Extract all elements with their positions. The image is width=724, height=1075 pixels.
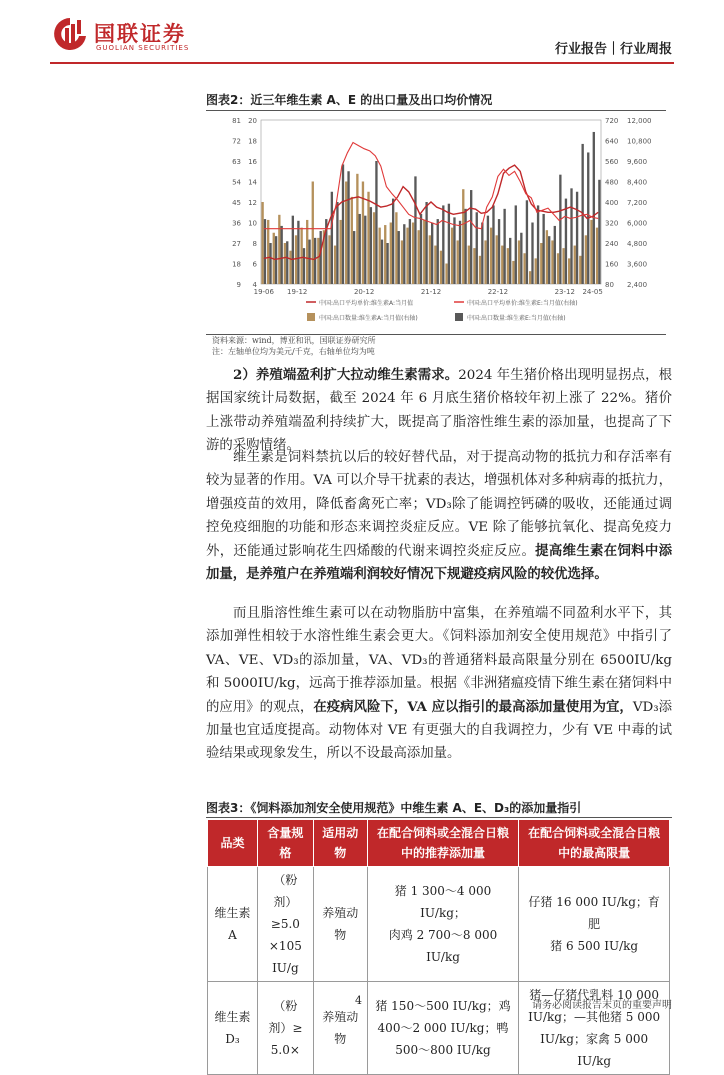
bar-ve-export-qty xyxy=(347,171,349,284)
x-tick-label: 20-12 xyxy=(353,288,375,296)
bar-ve-export-qty xyxy=(353,231,355,284)
bar-ve-export-qty xyxy=(431,223,433,285)
table-cell: （粉 剂）≥ 5.0× xyxy=(257,982,313,1075)
paragraph-vitamin-role-emph: 提高维生素在饲料中添加量，是养殖户在养殖端利润较好情况下规避疫病风险的较优选择。 xyxy=(206,542,673,583)
figure2-top-rule xyxy=(206,110,666,111)
y-right-tick-label: 12,000 xyxy=(627,117,652,125)
y-right-tick-label: 240 xyxy=(605,240,619,248)
bar-ve-export-qty xyxy=(286,241,288,284)
paragraph-dosage xyxy=(206,602,672,766)
y-left-tick-label: 27 xyxy=(232,240,241,248)
y-left-tick-label: 72 xyxy=(232,137,241,146)
paragraph-demand xyxy=(206,364,672,458)
table-cell: 猪 150～500 IU/kg；鸡 400～2 000 IU/kg；鸭 500～800 IU/kg xyxy=(367,982,519,1075)
y-left-tick-label: 81 xyxy=(232,117,241,125)
bar-va-export-qty xyxy=(445,264,447,285)
bar-va-export-qty xyxy=(484,240,486,284)
bar-ve-export-qty xyxy=(459,221,461,284)
y-left-tick-label: 18 xyxy=(248,137,257,146)
bar-va-export-qty xyxy=(523,253,525,284)
y-left-tick-label: 8 xyxy=(252,240,257,248)
legend-label: 中国:出口数量:维生素A:当月值(右轴) xyxy=(319,315,418,322)
bar-ve-export-qty xyxy=(548,236,550,284)
company-logo xyxy=(50,14,250,56)
y-right-tick-label: 640 xyxy=(605,137,619,146)
paragraph-vitamin-role-body: 维生素是饲料禁抗以后的较好替代品，对于提高动物的抵抗力和存活率有较为显著的作用。VA 可以介导干扰素的表达，增强机体对多种病毒的抵抗力，增强疫苗的效用，降低畜禽死亡率；VD₃除了能调控钙磷的吸收，还能通过调控免疫细胞的功能和形态来调控炎症反应。VE 除了能够抗氧化、提高免疫力外，还能通过影响花生四烯酸的代谢来调控炎症反应。 xyxy=(206,450,672,559)
bar-va-export-qty xyxy=(562,248,564,284)
table-cell: 养殖动 物 xyxy=(313,867,367,982)
bar-va-export-qty xyxy=(501,246,503,284)
table-header-row xyxy=(208,820,670,867)
bar-ve-export-qty xyxy=(342,164,344,284)
bar-va-export-qty xyxy=(457,240,459,284)
bar-ve-export-qty xyxy=(503,209,505,284)
table-header-cell: 品类 xyxy=(208,820,258,867)
bar-va-export-qty xyxy=(317,238,319,284)
bar-va-export-qty xyxy=(412,223,414,285)
table-cell: 维生素 D₃ xyxy=(208,982,258,1075)
bar-ve-export-qty xyxy=(414,176,416,284)
paragraph-demand-lead: 2）养殖端盈利扩大拉动维生素需求。 xyxy=(233,367,459,383)
bar-va-export-qty xyxy=(579,256,581,284)
y-left-tick-label: 6 xyxy=(252,260,257,269)
y-right-tick-label: 10,800 xyxy=(627,137,652,146)
legend-label: 中国:出口平均单价:维生素A:当月值 xyxy=(319,300,414,307)
y-left-tick-label: 10 xyxy=(248,219,257,228)
bar-ve-export-qty xyxy=(381,240,383,284)
y-left-tick-label: 14 xyxy=(248,178,257,187)
figure2-title: 图表2：近三年维生素 A、E 的出口量及出口均价情况 xyxy=(206,93,493,107)
bar-ve-export-qty xyxy=(420,214,422,284)
bar-va-export-qty xyxy=(440,251,442,284)
bar-ve-export-qty xyxy=(531,223,533,285)
bar-ve-export-qty xyxy=(392,199,394,284)
y-left-tick-label: 36 xyxy=(232,219,241,228)
bar-ve-export-qty xyxy=(498,219,500,284)
bar-va-export-qty xyxy=(590,220,592,284)
bar-ve-export-qty xyxy=(297,221,299,284)
bar-va-export-qty xyxy=(574,246,576,284)
bar-ve-export-qty xyxy=(464,209,466,284)
bar-va-export-qty xyxy=(278,215,280,284)
bar-ve-export-qty xyxy=(565,199,567,284)
bar-ve-export-qty xyxy=(386,243,388,284)
bar-va-export-qty xyxy=(529,271,531,284)
bar-va-export-qty xyxy=(540,243,542,284)
bar-va-export-qty xyxy=(418,230,420,284)
bar-ve-export-qty xyxy=(487,216,489,284)
bar-va-export-qty xyxy=(546,230,548,284)
bar-va-export-qty xyxy=(362,182,364,285)
bar-va-export-qty xyxy=(462,189,464,284)
bar-va-export-qty xyxy=(585,235,587,284)
table-header-cell: 适用动物 xyxy=(313,820,367,867)
bar-va-export-qty xyxy=(568,258,570,284)
bar-va-export-qty xyxy=(384,225,386,284)
bar-ve-export-qty xyxy=(509,238,511,284)
bar-va-export-qty xyxy=(551,240,553,284)
y-right-tick-label: 9,600 xyxy=(627,158,648,166)
bar-va-export-qty xyxy=(295,235,297,284)
x-tick-label: 19-06 xyxy=(253,288,274,296)
header-divider xyxy=(50,62,674,64)
bar-ve-export-qty xyxy=(526,200,528,284)
y-right-tick-label: 160 xyxy=(605,260,619,269)
y-right-tick-label: 400 xyxy=(605,199,619,207)
table3-top-rule xyxy=(206,817,672,818)
table-cell: 养殖动 物 xyxy=(313,982,367,1075)
legend-label: 中国:出口平均单价:维生素E:当月值(右轴) xyxy=(467,300,578,307)
brand-name-en: GUOLIAN SECURITIES xyxy=(96,44,190,52)
y-right-tick-label: 4,800 xyxy=(627,240,648,248)
bar-va-export-qty xyxy=(395,212,397,284)
bar-va-export-qty xyxy=(312,182,314,285)
table-cell: 猪 1 300～4 000 IU/kg； 肉鸡 2 700～8 000 IU/kg xyxy=(367,867,519,982)
legend-label: 中国:出口数量:维生素E:当月值(右轴) xyxy=(467,315,566,322)
bar-ve-export-qty xyxy=(598,180,600,284)
bar-ve-export-qty xyxy=(425,202,427,284)
bar-ve-export-qty xyxy=(442,205,444,284)
y-left-tick-label: 45 xyxy=(232,199,241,207)
bar-va-export-qty xyxy=(339,220,341,284)
bar-va-export-qty xyxy=(261,202,263,284)
x-tick-label: 22-12 xyxy=(487,288,509,296)
y-right-tick-label: 720 xyxy=(605,117,619,125)
bar-ve-export-qty xyxy=(331,192,333,284)
bar-ve-export-qty xyxy=(403,224,405,284)
bar-va-export-qty xyxy=(473,248,475,284)
bar-va-export-qty xyxy=(334,246,336,284)
bar-va-export-qty xyxy=(535,258,537,284)
bar-va-export-qty xyxy=(434,246,436,284)
paragraph-dosage-part1: 而且脂溶性维生素可以在动物脂肪中富集，在养殖端不同盈利水平下，其添加弹性相较于水溶性维生素会更大。《饲料添加剂安全使用规范》中指引了 VA、VE、VD₃的添加量，VA、VD₃的普通猪料最高限量分别在 6500IU/kg 和 5000IU/kg，远高于推荐添加量。根据《非洲猪瘟疫情下维生素在猪饲料中的应用》的观点， xyxy=(206,606,672,715)
bar-va-export-qty xyxy=(490,228,492,284)
y-right-tick-label: 560 xyxy=(605,158,619,166)
bar-va-export-qty xyxy=(328,235,330,284)
bar-ve-export-qty xyxy=(515,205,517,284)
bar-va-export-qty xyxy=(300,228,302,284)
bar-ve-export-qty xyxy=(542,214,544,284)
y-left-tick-label: 18 xyxy=(232,260,241,269)
vitamin-dosage-table xyxy=(207,819,670,1075)
bar-va-export-qty xyxy=(406,228,408,284)
footer-disclaimer: 请务必阅读报告末页的重要声明 xyxy=(532,1000,672,1011)
bar-ve-export-qty xyxy=(537,205,539,284)
bar-va-export-qty xyxy=(378,228,380,284)
y-right-tick-label: 8,400 xyxy=(627,178,648,187)
table-cell: 仔猪 16 000 IU/kg；育肥 猪 6 500 IU/kg xyxy=(519,867,670,982)
y-right-tick-label: 2,400 xyxy=(627,281,648,289)
bar-ve-export-qty xyxy=(320,231,322,284)
bar-ve-export-qty xyxy=(559,175,561,284)
bar-va-export-qty xyxy=(423,220,425,284)
bar-ve-export-qty xyxy=(269,243,271,284)
bar-ve-export-qty xyxy=(520,233,522,284)
bar-ve-export-qty xyxy=(448,204,450,284)
bar-ve-export-qty xyxy=(359,214,361,284)
table-header-cell: 在配合饲料或全混合日粮中的推荐添加量 xyxy=(367,820,519,867)
bar-ve-export-qty xyxy=(593,132,595,284)
bar-ve-export-qty xyxy=(409,219,411,284)
bar-ve-export-qty xyxy=(570,188,572,284)
y-left-tick-label: 12 xyxy=(248,199,257,207)
y-left-tick-label: 4 xyxy=(252,281,257,289)
y-left-tick-label: 63 xyxy=(232,158,241,166)
y-left-tick-label: 54 xyxy=(232,178,241,187)
bar-ve-export-qty xyxy=(292,216,294,284)
bar-va-export-qty xyxy=(451,228,453,284)
bar-ve-export-qty xyxy=(375,161,377,284)
table-header-cell: 在配合饲料或全混合日粮中的最高限量 xyxy=(519,820,670,867)
bar-va-export-qty xyxy=(496,235,498,284)
bar-va-export-qty xyxy=(367,192,369,284)
y-left-tick-label: 9 xyxy=(236,281,241,289)
y-right-tick-label: 80 xyxy=(605,281,614,289)
bar-ve-export-qty xyxy=(398,231,400,284)
x-tick-label: 24-05 xyxy=(582,288,603,296)
table-cell: 猪—仔猪代乳料 10 000 IU/kg；—其他猪 5 000 IU/kg；家禽 5 000 IU/kg xyxy=(519,982,670,1075)
bar-va-export-qty xyxy=(284,243,286,284)
bar-va-export-qty xyxy=(479,256,481,284)
figure2-source: 资料来源：wind，博亚和讯，国联证券研究所 xyxy=(212,336,376,345)
bar-va-export-qty xyxy=(356,174,358,284)
bar-ve-export-qty xyxy=(470,190,472,284)
x-tick-label: 19-12 xyxy=(287,288,308,296)
bar-va-export-qty xyxy=(557,253,559,284)
bar-va-export-qty xyxy=(507,248,509,284)
export-chart xyxy=(206,112,666,334)
bar-va-export-qty xyxy=(518,240,520,284)
bar-ve-export-qty xyxy=(370,207,372,284)
report-type: 行业报告｜行业周报 xyxy=(554,42,672,57)
bar-va-export-qty xyxy=(468,246,470,284)
bar-ve-export-qty xyxy=(453,217,455,284)
paragraph-dosage-emph: 在疫病风险下，VA 应以指引的最高添加量使用为宜， xyxy=(313,698,633,715)
bar-va-export-qty xyxy=(306,220,308,284)
bar-ve-export-qty xyxy=(476,212,478,284)
bar-va-export-qty xyxy=(345,182,347,285)
bar-ve-export-qty xyxy=(437,219,439,284)
table-header-cell: 含量规格 xyxy=(257,820,313,867)
bar-va-export-qty xyxy=(429,235,431,284)
paragraph-dosage-part2: VD₃添加量也宜适度提高。动物体对 VE 有更强大的自我调控力，少有 VE 中毒的试验结果或现象发生，所以不设最高添加量。 xyxy=(206,699,672,762)
bar-ve-export-qty xyxy=(336,202,338,284)
bar-va-export-qty xyxy=(512,261,514,284)
paragraph-vitamin-role xyxy=(206,446,672,586)
bar-ve-export-qty xyxy=(364,216,366,284)
x-tick-label: 23-12 xyxy=(554,288,575,296)
y-right-tick-label: 320 xyxy=(605,219,619,228)
legend-swatch xyxy=(307,313,315,321)
bar-ve-export-qty xyxy=(481,223,483,285)
y-right-tick-label: 480 xyxy=(605,178,619,187)
table-row xyxy=(208,867,670,982)
bar-va-export-qty xyxy=(351,197,353,284)
bar-va-export-qty xyxy=(289,251,291,284)
bar-ve-export-qty xyxy=(308,240,310,284)
brand-name-cn: 国联证券 xyxy=(94,22,186,46)
bar-ve-export-qty xyxy=(576,192,578,284)
table3-title: 图表3：《饲料添加剂安全使用规范》中维生素 A、E、D₃的添加量指引 xyxy=(206,801,582,815)
figure2-note: 注：左轴单位均为美元/千克，右轴单位均为吨 xyxy=(212,347,375,356)
bar-ve-export-qty xyxy=(275,236,277,284)
bar-va-export-qty xyxy=(596,228,598,284)
bar-ve-export-qty xyxy=(554,226,556,284)
table-cell: 维生素 A xyxy=(208,867,258,982)
table-cell: （粉剂） ≥5.0 ×105 IU/g xyxy=(257,867,313,982)
bar-ve-export-qty xyxy=(492,205,494,284)
bar-va-export-qty xyxy=(267,220,269,284)
y-right-tick-label: 3,600 xyxy=(627,260,648,269)
bar-ve-export-qty xyxy=(303,248,305,284)
y-right-tick-label: 6,000 xyxy=(627,219,648,228)
bar-va-export-qty xyxy=(390,223,392,285)
page-number: 4 xyxy=(355,994,362,1007)
bar-va-export-qty xyxy=(373,212,375,284)
bar-va-export-qty xyxy=(401,240,403,284)
y-left-tick-label: 16 xyxy=(248,158,257,166)
paragraph-demand-body: 2024 年生猪价格出现明显拐点，根据国家统计局数据，截至 2024 年 6 月底生猪价格较年初上涨了 22%。猪价上涨带动养殖端盈利持续扩大，既提高了脂溶性维生素的添加量，也提高了下游的采购情绪。 xyxy=(206,368,672,454)
logo-mark-icon xyxy=(50,14,90,54)
x-tick-label: 21-12 xyxy=(420,288,442,296)
bar-ve-export-qty xyxy=(314,238,316,284)
y-left-tick-label: 20 xyxy=(248,117,257,125)
y-right-tick-label: 7,200 xyxy=(627,199,648,207)
legend-swatch xyxy=(455,313,463,321)
bar-ve-export-qty xyxy=(281,226,283,284)
line-ve-export-price xyxy=(264,143,598,229)
